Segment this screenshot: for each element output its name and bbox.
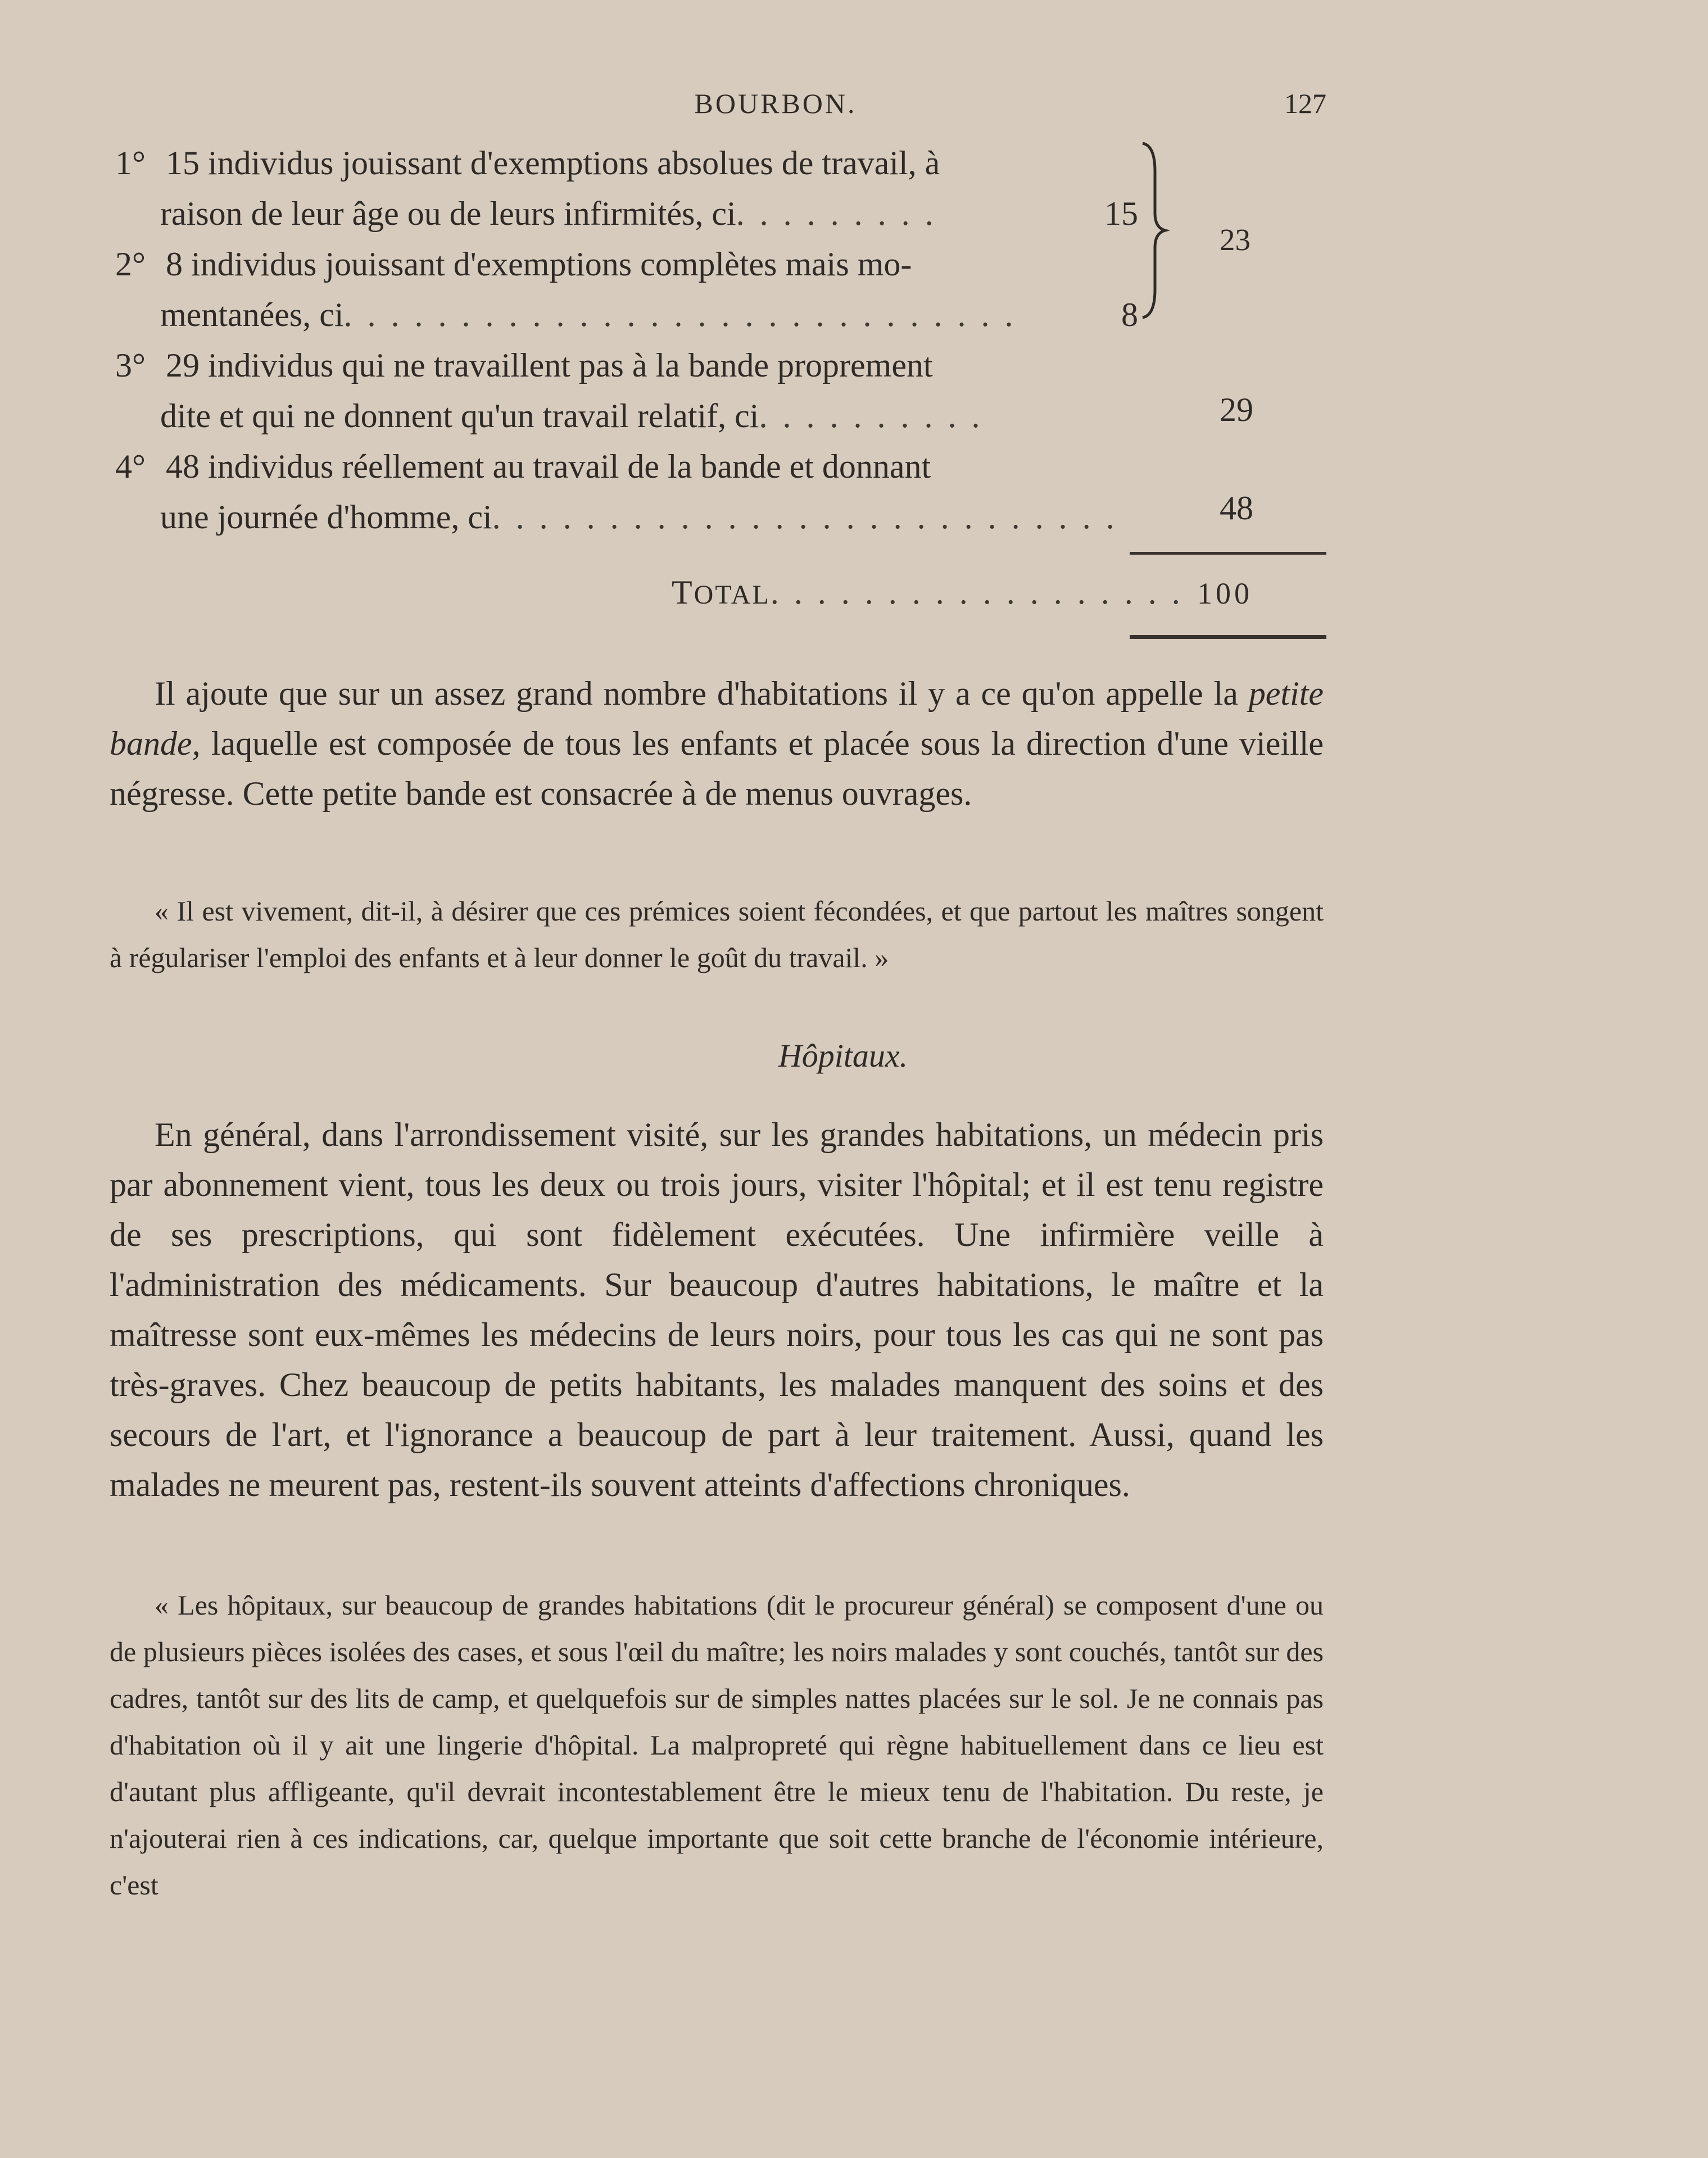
item-value: 8 — [1121, 296, 1138, 333]
section-heading: Hôpitaux. — [778, 1037, 908, 1074]
group-total: 23 — [1220, 223, 1251, 257]
item-continuation — [115, 289, 1138, 340]
item-first-line: 48 individus réellement au travail de la bande et donnant — [166, 448, 931, 485]
page-number: 127 — [1284, 88, 1326, 119]
list-item — [115, 340, 1138, 441]
item-continuation — [115, 492, 1138, 542]
item-value: 48 — [1220, 489, 1253, 527]
item-number: 3° — [115, 347, 146, 384]
dot-leader: . . . . . . . . . — [736, 195, 937, 232]
item-second-line: mentanées, ci — [160, 296, 344, 333]
item-number: 2° — [115, 246, 146, 283]
list-item — [115, 239, 1138, 340]
total-label-rest: OTAL — [694, 580, 771, 610]
body-paragraph — [110, 669, 1324, 819]
item-second-line: dite et qui ne donnent qu'un travail relatif, ci — [160, 397, 759, 434]
dot-leader: . . . . . . . . . . — [759, 397, 984, 434]
paragraph-text: laquelle est composée de tous les enfants et placée sous la direction d'une vieille négresse. Cette petite bande est consacrée à de menus ouvrages. — [110, 725, 1324, 812]
total-rule — [1130, 635, 1326, 639]
total-label — [672, 573, 1184, 612]
quote-paragraph: « Les hôpitaux, sur beaucoup de grandes habitations (dit le procureur général) se composent d'une ou de plusieurs pièces isolées des cases, et sous l'œil du maître; les noirs malades y sont couchés, tantôt sur des cadres, tantôt sur des lits de camp, et quelquefois sur de simples nattes placées sur le sol. Je ne connais pas d'habitation où il y ait une lingerie d'hôpital. La malpropreté qui règne habituellement dans ce lieu est d'autant plus affligeante, qu'il devrait incontestablement être le mieux tenu de l'habitation. Du reste, je n'ajouterai rien à ces indications, car, quelque importante que soit cette branche de l'économie intérieure, c'est — [110, 1589, 1324, 1901]
item-second-line: une journée d'homme, ci — [160, 498, 492, 536]
total-value: 100 — [1197, 577, 1253, 610]
item-value: 29 — [1220, 391, 1253, 428]
item-continuation — [115, 391, 1138, 441]
item-first-line: 15 individus jouissant d'exemptions absolues de travail, à — [166, 144, 940, 182]
total-label-initial: T — [672, 574, 694, 611]
paragraph-text: Il ajoute que sur un assez grand nombre d'habitations il y a ce qu'on appelle la — [155, 675, 1249, 712]
body-paragraph: En général, dans l'arrondissement visité, sur les grandes habitations, un médecin pris par abonnement vient, tous les deux ou trois jours, visiter l'hôpital; et il est tenu registre de ses prescriptions, qui sont fidèlement exécutées. Une infirmière veille à l'administration des médicaments. Sur beaucoup d'autres habitations, le maître et la maîtresse sont eux-mêmes les médecins de leurs noirs, pour tous les cas qui ne sont pas très-graves. Chez beaucoup de petits habitants, les malades manquent des soins et des secours de l'art, et l'ignorance a beaucoup de part à leur traitement. Aussi, quand les malades ne meurent pas, restent-ils souvent atteints d'affections chroniques. — [110, 1116, 1324, 1503]
item-first-line: 8 individus jouissant d'exemptions complètes mais mo- — [166, 246, 912, 283]
dot-leader: . . . . . . . . . . . . . . . . . . . . . . . . . . . — [492, 498, 1118, 536]
item-first-line: 29 individus qui ne travaillent pas à la bande proprement — [166, 347, 933, 384]
dot-leader: . . . . . . . . . . . . . . . . . . — [770, 574, 1184, 611]
list-item — [115, 441, 1138, 542]
running-header: BOURBON. — [694, 88, 857, 119]
item-number: 1° — [115, 144, 146, 182]
italic-term: petite bande, — [110, 675, 1324, 762]
brace-icon — [1138, 138, 1172, 323]
item-continuation — [115, 188, 1138, 239]
list-item — [115, 138, 1138, 239]
sum-rule — [1130, 552, 1326, 555]
dot-leader: . . . . . . . . . . . . . . . . . . . . . . . . . . . . . — [343, 296, 1017, 333]
quote-paragraph: « Il est vivement, dit-il, à désirer que ces prémices soient fécondées, et que partout les maîtres songent à régulariser l'emploi des enfants et à leur donner le goût du travail. » — [110, 895, 1324, 973]
item-value: 15 — [1104, 195, 1138, 232]
item-second-line: raison de leur âge ou de leurs infirmités, ci — [160, 195, 736, 232]
item-number: 4° — [115, 448, 146, 485]
